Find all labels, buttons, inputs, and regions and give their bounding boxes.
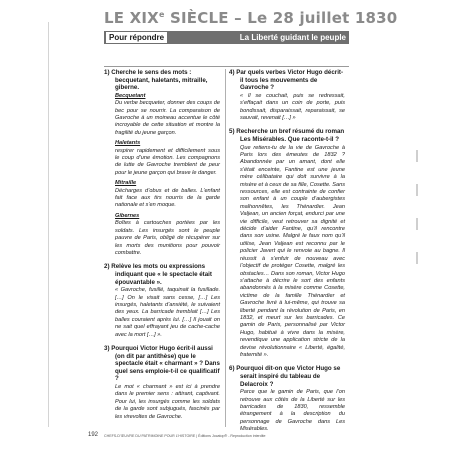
question-2: 2) Relève les mots ou expressions indiquant que « le spectacle était épouvantable ». <box>104 263 212 286</box>
answer-mitraille: Décharges d’obus et de balles. L’enfant fait face aux tirs nourris de la garde nationale et s’en moque. <box>115 187 220 209</box>
right-column <box>229 69 345 437</box>
answer-haletants: respirer rapidement et difficilement sous le coup d’une émotion. Les compagnons de lutte de Gavroche tremblent de peur pour le jeune garçon qui brave le danger. <box>115 147 220 176</box>
title-part2: SIÈCLE – Le 28 juillet 1830 <box>164 9 398 27</box>
badge-subtitle: La Liberté guidant le peuple <box>239 33 346 42</box>
answer-4: « Il se couchait, puis se redressait, s’effaçait dans un coin de porte, puis bondissait, disparaissait, reparaissait, se sauvait, revenait […] » <box>240 92 345 121</box>
title-superscript: e <box>158 10 165 19</box>
question-6: 6) Pourquoi dit-on que Victor Hugo se serait inspiré du tableau de Delacroix ? <box>229 365 341 388</box>
question-5: 5) Recherche un bref résumé du roman Les Misérables. Que raconte-t-il ? <box>229 128 345 143</box>
answer-3: Le mot « charmant » est ici à prendre dans le premier sens : attirant, captivant. Pour lui, les insurgés comme les soldats de la garde sont subjugués, fascinés par les virevoltes de Gavroche. <box>115 383 220 420</box>
margin-marks <box>415 150 419 300</box>
left-column <box>104 69 220 424</box>
column-divider <box>225 69 226 427</box>
badge-pour-repondre: Pour répondre <box>106 32 167 43</box>
page-title <box>104 9 397 27</box>
subheading-mitraille: Mitraille <box>115 180 137 187</box>
question-4: 4) Par quels verbes Victor Hugo décrit-il tous les mouvements de Gavroche ? <box>229 69 344 92</box>
subheading-gibernes: Gibernes <box>115 212 140 219</box>
answer-becquetant: Du verbe becqueter, donner des coups de bec pour se nourrir. La comparaison de Gavroche à un moineau accentue le côté incroyable de cette situation et montre la fragilité du jeune garçon. <box>115 100 220 136</box>
answer-2: « Gavroche, fusillé, taquinait la fusillade. […] On le visait sans cesse, […] Les insurgés, haletants d’anxiété, le suivaient des yeux. La barricade tremblait […] Les balles couraient après lui. […] Il jouait on ne sait quel effrayant jeu de cache-cache avec la mort […] ». <box>115 287 220 338</box>
question-3: 3) Pourquoi Victor Hugo écrit-il aussi (on dit par antithèse) que le spectacle était « charmant » ? Dans quel sens emploie-t-il ce qualificatif ? <box>104 344 220 383</box>
margin-line <box>48 22 49 427</box>
section-divider <box>104 66 349 67</box>
title-part1: LE XIX <box>104 9 159 27</box>
question-1: 1) Cherche le sens des mots : becquetant, haletants, mitraille, giberne. <box>104 69 208 92</box>
header-bar <box>104 31 349 44</box>
answer-6: Parce que le gamin de Paris, que l’on retrouve aux côtés de la Liberté sur les barricades de 1830, ressemble étrangement à la description du personnage de Gavroche dans Les Misérables. <box>240 389 345 433</box>
answer-gibernes: Boîtes à cartouches portées par les soldats. Les insurgés sont le peuple pauvre de Paris, obligé de récupérer sur les morts des munitions pour pouvoir combattre. <box>115 220 220 256</box>
subheading-haletants: Haletants <box>115 140 141 147</box>
subheading-becquetant: Becquetant <box>115 92 146 99</box>
footer-text: CHEFS-D’ŒUVRE DU PATRIMOINE POUR L’HISTOIRE | Éditions Jocatop® - Reproduction interdite <box>104 434 266 438</box>
page-number: 192 <box>88 432 99 438</box>
answer-5: Que retiens-tu de la vie de Gavroche à Paris lors des émeutes de 1832 ? Abandonnée par un amant, dont elle s’était enceinte, Fantine est une jeune mère célibataire qui doit survivre à la misère et à ceux de sa fille, Cosette. Sans ressources, elle est contrainte de confier son enfant à un couple d’aubergistes malhonnêtes, les Thénardier. Jean Valjean, un ancien forçat, endurci par une vie difficile, veut retrouver sa dignité et décide d’aider Fantine, qu’il rencontre dans son usine. Malgré le faux nom qu’il utilise, Jean Valjean est reconnu par le policier Javert qui le renvoie au bagne. Il réussit à s’enfuir de nouveau avec l’objectif de protéger Cosette, malgré les obstacles… Dans son roman, Victor Hugo s’attache à décrire le sort des enfants abandonnés à la misère comme Cosette, victime de la famille Thénardier et Gavroche livré à lui-même, qui trouve sa liberté pendant la révolution de Paris, en 1832, et meurt sur les barricades. Ce gamin de Paris, personnalisé par Victor Hugo, habitué à vivre dans la misère, revendique une application stricte de la devise révolutionnaire « Liberté, égalité, fraternité ». <box>240 144 345 358</box>
